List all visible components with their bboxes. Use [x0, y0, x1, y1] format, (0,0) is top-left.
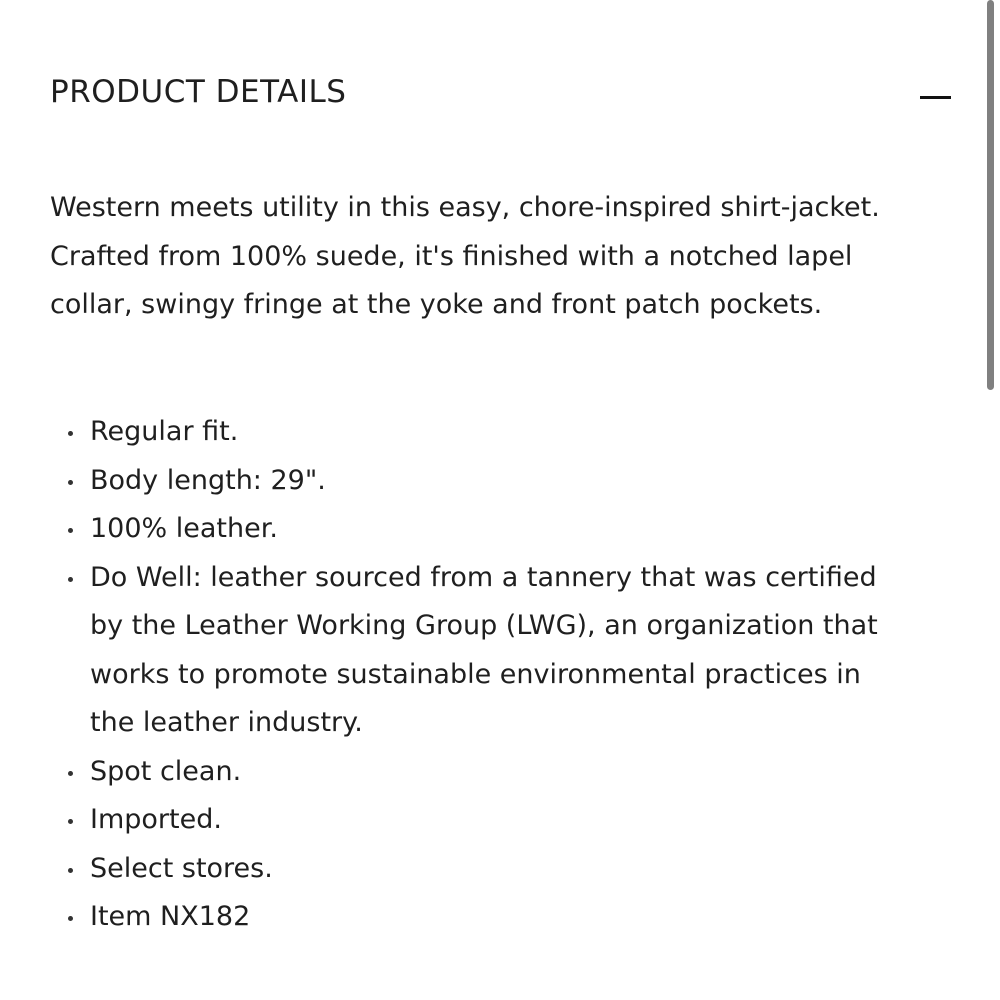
collapse-minus-icon[interactable]: [920, 96, 951, 99]
section-title: PRODUCT DETAILS: [50, 74, 347, 110]
list-item: Item NX182: [50, 893, 910, 942]
list-item: Select stores.: [50, 845, 910, 894]
product-description: Western meets utility in this easy, chore-inspired shirt-jacket. Crafted from 100% suede, it's finished with a notched lapel collar, swingy fringe at the yoke and front patch pockets.: [50, 192, 880, 320]
list-item: Spot clean.: [50, 748, 910, 797]
list-item: Do Well: leather sourced from a tannery that was certified by the Leather Working Group (LWG), an organization that works to promote sustainable environmental practices in the leather industry.: [50, 554, 910, 748]
scrollbar[interactable]: [987, 0, 994, 390]
list-item: Imported.: [50, 796, 910, 845]
list-item: Body length: 29".: [50, 457, 910, 506]
product-details-list: [50, 408, 910, 942]
list-item: Regular fit.: [50, 408, 910, 457]
list-item: 100% leather.: [50, 505, 910, 554]
